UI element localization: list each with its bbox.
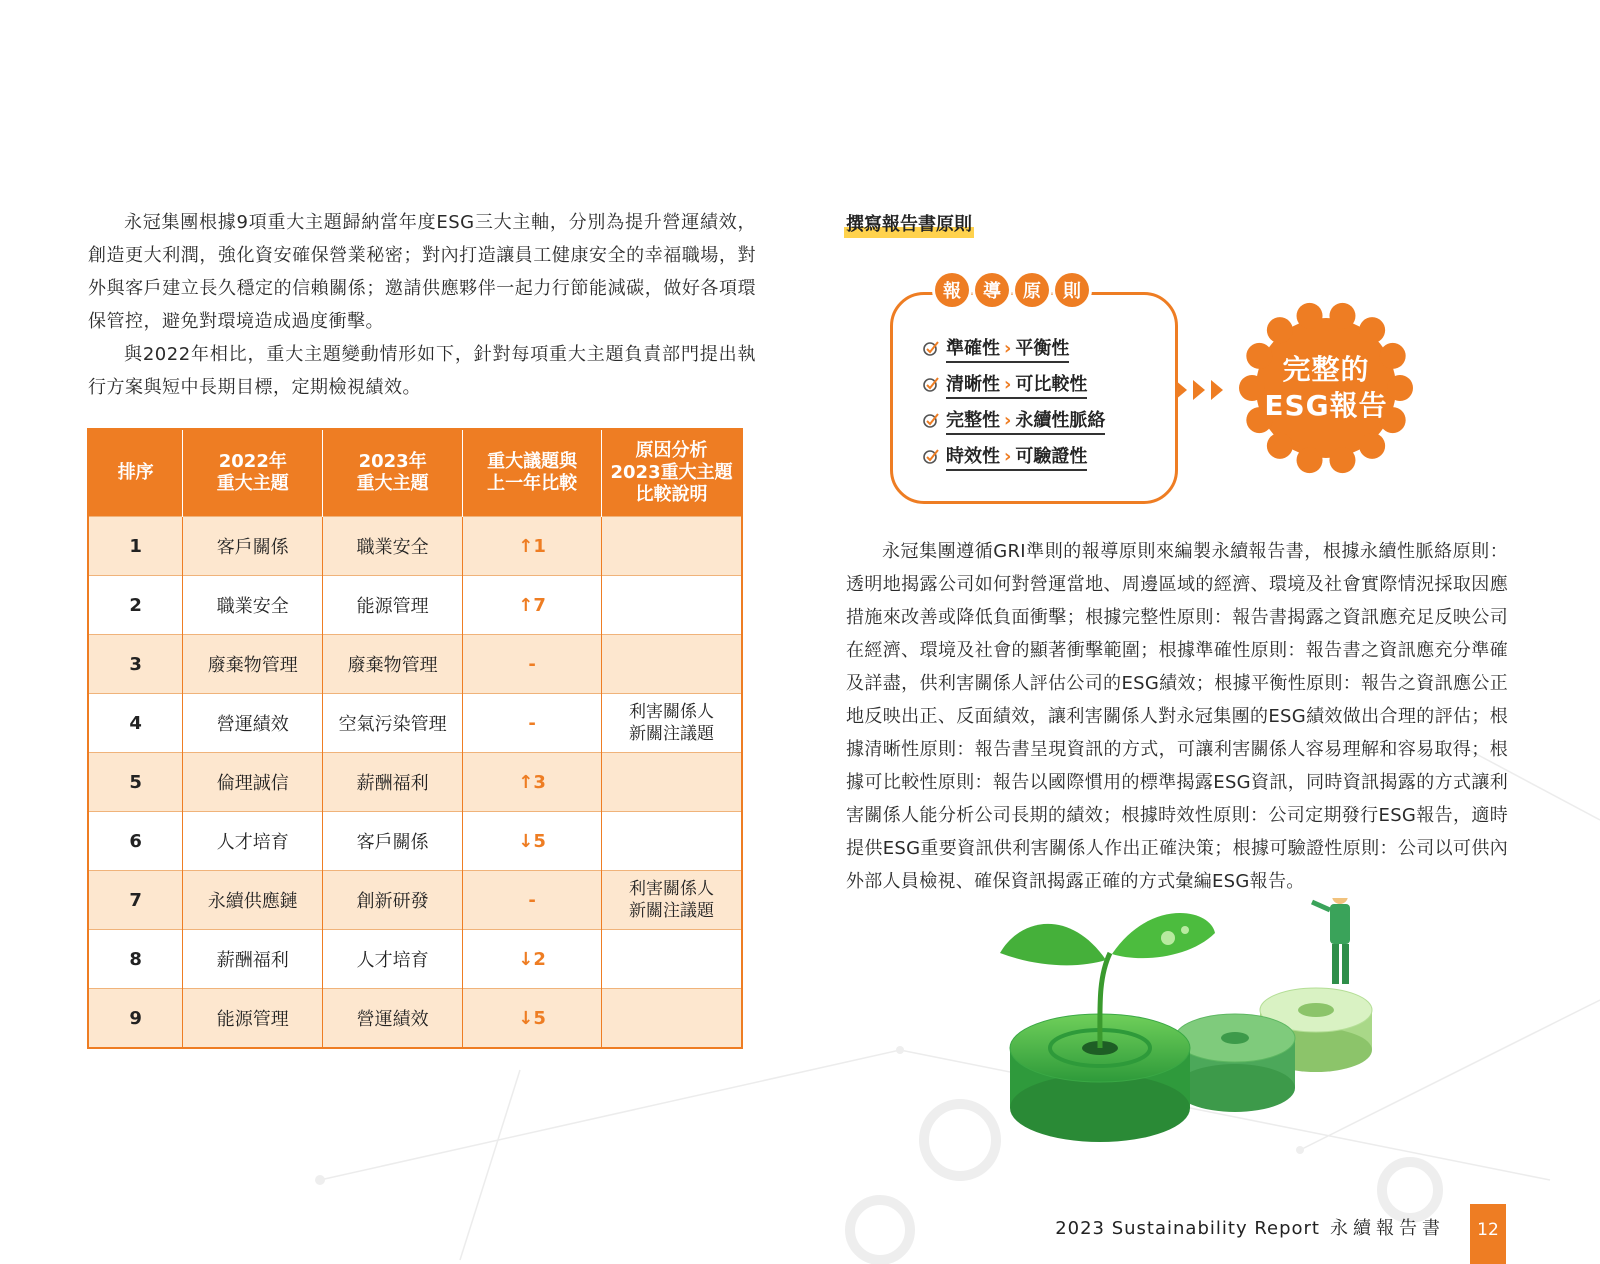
topic-2023-cell: 客戶關係 — [323, 812, 463, 871]
gear-icon — [1175, 1014, 1295, 1112]
principle-a: 時效性 — [946, 445, 1000, 467]
intro-text — [88, 206, 756, 404]
topic-2022-cell: 倫理誠信 — [183, 753, 323, 812]
principle-separator: › — [1004, 373, 1012, 395]
principle-item — [922, 402, 1105, 438]
principles-list — [922, 330, 1105, 474]
topic-2022-cell: 永續供應鏈 — [183, 871, 323, 930]
header-reason-line1: 原因分析 — [635, 440, 708, 461]
gear-badge-text — [1236, 298, 1416, 478]
comparison-cell: ↓5 — [463, 812, 602, 871]
intro-paragraph-2: 與2022年相比，重大主題變動情形如下，針對每項重大主題負責部門提出執行方案與短中長期目標，定期檢視績效。 — [88, 344, 756, 398]
section-title: 撰寫報告書原則 — [844, 210, 974, 238]
principle-pair — [946, 334, 1069, 363]
principle-tag: 原 — [1015, 273, 1049, 307]
comparison-cell: - — [463, 871, 602, 930]
topic-2023-cell: 人才培育 — [323, 930, 463, 989]
intro-paragraph-1: 永冠集團根據9項重大主題歸納當年度ESG三大主軸，分別為提升營運績效，創造更大利潤，強化資安確保營業秘密；對內打造讓員工健康安全的幸福職場，對外與客戶建立長久穩定的信賴關係；邀請供應夥伴一起力行節能減碳，做好各項環保管控，避免對環境造成過度衝擊。 — [88, 212, 756, 332]
reporting-principles-paragraph: 永冠集團遵循GRI準則的報導原則來編製永續報告書，根據永續性脈絡原則：透明地揭露公司如何對營運當地、周邊區域的經濟、環境及社會實際情況採取因應措施來改善或降低負面衝擊；根據完整性原則：報告書揭露之資訊應充足反映公司在經濟、環境及社會的顯著衝擊範圍；根據準確性原則：報告書之資訊應充分準確及詳盡，供利害關係人評估公司的ESG績效；根據平衡性原則：報告之資訊應公正地反映出正、反面績效，讓利害關係人對永冠集團的ESG績效做出合理的評估；根據清晰性原則：報告書呈現資訊的方式，可讓利害關係人容易理解和容易取得；根據可比較性原則：報告以國際慣用的標準揭露ESG資訊，同時資訊揭露的方式讓利害關係人能分析公司長期的績效；根據時效性原則：公司定期發行ESG報告，適時提供ESG重要資訊供利害關係人作出正確決策；根據可驗證性原則：公司以可供內外部人員檢視、確保資訊揭露正確的方式彙編ESG報告。 — [846, 541, 1508, 892]
principle-b: 可驗證性 — [1015, 445, 1088, 467]
reason-cell — [602, 753, 742, 812]
footer-report-title — [1055, 1214, 1445, 1240]
table-body — [88, 517, 742, 1049]
topic-2023-cell: 薪酬福利 — [323, 753, 463, 812]
reason-line2: 新關注議題 — [629, 724, 715, 744]
table-row — [88, 871, 742, 930]
header-reason-line2: 2023重大主題 — [610, 462, 733, 483]
reason-cell — [602, 989, 742, 1049]
header-comparison-line1: 重大議題與 — [487, 451, 578, 472]
principle-a: 完整性 — [946, 409, 1000, 431]
rank-cell: 7 — [88, 871, 183, 930]
reason-cell — [602, 517, 742, 576]
rank-cell: 5 — [88, 753, 183, 812]
header-reason-line3: 比較說明 — [635, 484, 708, 505]
table-row — [88, 812, 742, 871]
material-topics-table — [87, 428, 743, 1049]
comparison-cell: ↑1 — [463, 517, 602, 576]
reason-cell — [602, 812, 742, 871]
topic-2023-cell: 能源管理 — [323, 576, 463, 635]
gear-badge-line2: ESG報告 — [1264, 389, 1388, 422]
topic-2022-cell: 營運績效 — [183, 694, 323, 753]
principle-separator: › — [1004, 445, 1012, 467]
check-circle-icon — [922, 339, 940, 357]
principle-a: 準確性 — [946, 337, 1000, 359]
header-2022 — [183, 429, 323, 517]
reason-line1: 利害關係人 — [629, 702, 715, 722]
reason-cell — [602, 694, 742, 753]
principle-tag: 則 — [1055, 273, 1089, 307]
comparison-cell: ↓5 — [463, 989, 602, 1049]
reason-line1: 利害關係人 — [629, 879, 715, 899]
check-circle-icon — [922, 411, 940, 429]
rank-cell: 6 — [88, 812, 183, 871]
table-row — [88, 753, 742, 812]
principle-a: 清晰性 — [946, 373, 1000, 395]
topic-2023-cell: 營運績效 — [323, 989, 463, 1049]
header-comparison-line2: 上一年比較 — [487, 473, 578, 494]
rank-cell: 3 — [88, 635, 183, 694]
principle-pair — [946, 442, 1087, 471]
principle-item — [922, 330, 1105, 366]
topic-2023-cell: 廢棄物管理 — [323, 635, 463, 694]
principle-tag: 導 — [975, 273, 1009, 307]
principles-tags — [935, 273, 1089, 307]
reporting-principles-text — [846, 535, 1508, 898]
worker-figure-icon — [1312, 898, 1350, 984]
principle-tag: 報 — [935, 273, 969, 307]
principle-b: 平衡性 — [1015, 337, 1070, 359]
table-row — [88, 930, 742, 989]
comparison-cell: - — [463, 635, 602, 694]
comparison-cell: - — [463, 694, 602, 753]
header-2023 — [323, 429, 463, 517]
footer-english-title: 2023 Sustainability Report — [1055, 1218, 1320, 1239]
rank-cell: 2 — [88, 576, 183, 635]
principle-pair — [946, 406, 1105, 435]
topic-2023-cell: 空氣污染管理 — [323, 694, 463, 753]
reason-cell — [602, 635, 742, 694]
check-circle-icon — [922, 375, 940, 393]
table-row — [88, 517, 742, 576]
rank-cell: 8 — [88, 930, 183, 989]
principle-b: 可比較性 — [1015, 373, 1088, 395]
page-number: 12 — [1470, 1204, 1506, 1264]
principle-separator: › — [1004, 337, 1012, 359]
header-reason — [602, 429, 742, 517]
table-row — [88, 576, 742, 635]
reason-cell — [602, 930, 742, 989]
topic-2022-cell: 廢棄物管理 — [183, 635, 323, 694]
principle-item — [922, 366, 1105, 402]
rank-cell: 9 — [88, 989, 183, 1049]
comparison-cell: ↑3 — [463, 753, 602, 812]
gear-badge-line1: 完整的 — [1282, 353, 1370, 386]
principle-b: 永續性脈絡 — [1015, 409, 1106, 431]
topic-2022-cell: 能源管理 — [183, 989, 323, 1049]
table-row — [88, 635, 742, 694]
table-header-row — [88, 429, 742, 517]
header-2022-line2: 重大主題 — [216, 473, 289, 494]
comparison-cell: ↓2 — [463, 930, 602, 989]
check-circle-icon — [922, 447, 940, 465]
reason-cell — [602, 576, 742, 635]
reason-cell — [602, 871, 742, 930]
topic-2022-cell: 人才培育 — [183, 812, 323, 871]
sprout-gears-illustration — [1000, 898, 1400, 1148]
table-row — [88, 989, 742, 1049]
rank-cell: 1 — [88, 517, 183, 576]
topic-2023-cell: 職業安全 — [323, 517, 463, 576]
header-2023-line2: 重大主題 — [356, 473, 429, 494]
header-2023-line1: 2023年 — [358, 451, 427, 472]
topic-2022-cell: 客戶關係 — [183, 517, 323, 576]
topic-2022-cell: 職業安全 — [183, 576, 323, 635]
principle-item — [922, 438, 1105, 474]
principle-separator: › — [1004, 409, 1012, 431]
topic-2022-cell: 薪酬福利 — [183, 930, 323, 989]
header-rank: 排序 — [88, 429, 183, 517]
header-comparison — [463, 429, 602, 517]
table-row — [88, 694, 742, 753]
comparison-cell: ↑7 — [463, 576, 602, 635]
footer-chinese-title: 永續報告書 — [1330, 1218, 1445, 1239]
topic-2023-cell: 創新研發 — [323, 871, 463, 930]
principle-pair — [946, 370, 1087, 399]
rank-cell: 4 — [88, 694, 183, 753]
reason-line2: 新關注議題 — [629, 901, 715, 921]
triple-arrow-icon — [1175, 378, 1227, 402]
header-2022-line1: 2022年 — [218, 451, 287, 472]
